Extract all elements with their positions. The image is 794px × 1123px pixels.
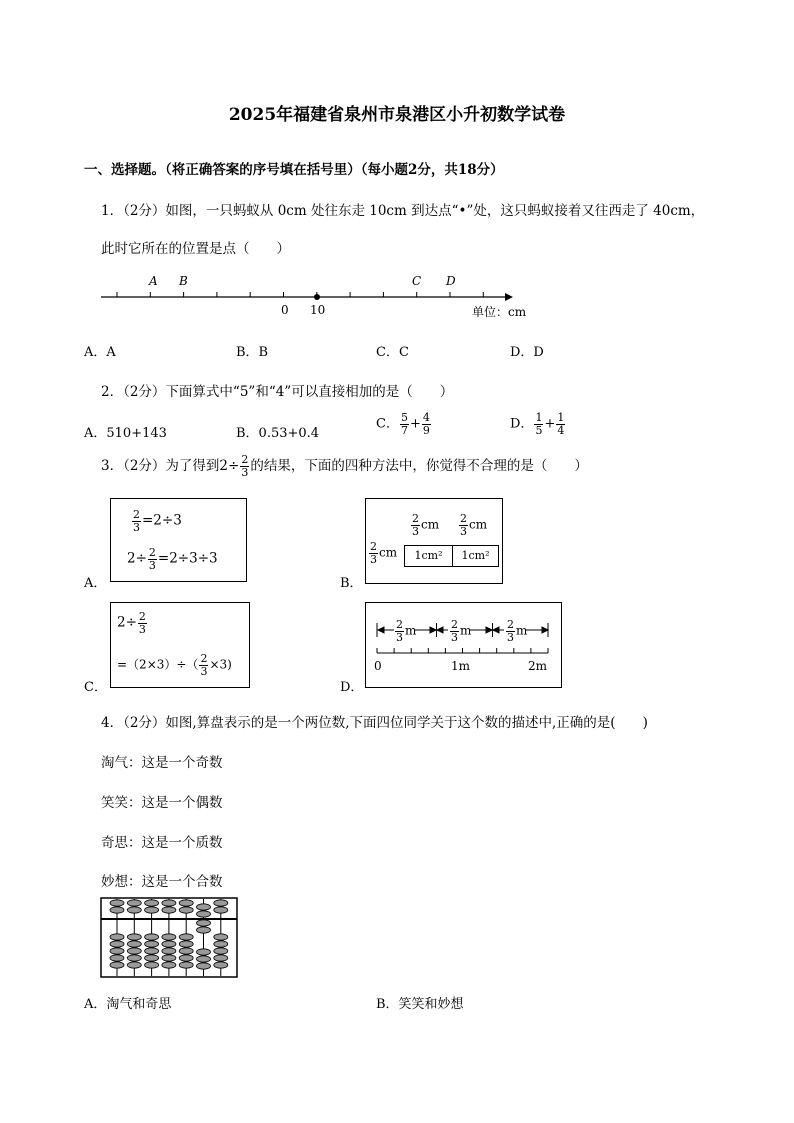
point-d-label: D	[446, 274, 456, 288]
abacus-bead	[145, 900, 159, 906]
abacus-bead	[179, 948, 193, 954]
number-line-figure	[95, 268, 545, 323]
abacus-bead	[145, 948, 159, 954]
abacus-bead	[145, 907, 159, 913]
abacus-bead	[127, 948, 141, 954]
q3-label-b: B．	[340, 576, 363, 591]
abacus-bead	[110, 900, 124, 906]
abacus-bead	[127, 907, 141, 913]
question-3-text: 3．（2分）为了得到2÷ $\frac{2}{3}$ 的结果，下面的四种方法中，你觉得不合理的是（ ）	[101, 453, 588, 479]
abacus-bead	[145, 955, 159, 961]
abacus-bead	[214, 934, 228, 940]
abacus-bead	[197, 920, 211, 926]
abacus-figure	[100, 897, 240, 979]
ant-position-dot	[314, 294, 320, 300]
abacus-bead	[197, 911, 211, 917]
question-1-text-2: 此时它所在的位置是点（ ）	[101, 241, 290, 257]
q3-label-c: C．	[84, 680, 107, 695]
section-heading: 一、选择题。（将正确答案的序号填在括号里）（每小题2分，共18分）	[84, 162, 504, 178]
q4-option-b: B．笑笑和妙想	[376, 997, 464, 1012]
q3-box-b: $\frac{2}{3}$ cm $\frac{2}{3}$ cm $\frac{2}{3}$ cm 1cm² 1cm²	[365, 498, 503, 584]
abacus-bead	[127, 962, 141, 968]
q4-option-a: A．淘气和奇思	[84, 997, 172, 1012]
abacus-bead	[145, 941, 159, 947]
abacus-bead	[162, 934, 176, 940]
point-c-label: C	[412, 274, 422, 288]
statement-qisi: 奇思：这是一个质数	[101, 835, 223, 851]
abacus-bead	[110, 907, 124, 913]
q1-option-c: C．C	[376, 345, 409, 360]
q3-label-a: A．	[84, 576, 107, 591]
abacus-bead	[110, 941, 124, 947]
abacus-bead	[110, 934, 124, 940]
statement-miaoxiang: 妙想：这是一个合数	[101, 874, 223, 890]
question-2-text: 2．（2分）下面算式中“5”和“4”可以直接相加的是（ ）	[101, 384, 454, 400]
abacus-bead	[127, 941, 141, 947]
area-cell-1: 1cm²	[404, 545, 453, 567]
q1-option-b: B．B	[236, 345, 269, 360]
abacus-bead	[145, 934, 159, 940]
abacus-bead	[214, 948, 228, 954]
abacus-bead	[179, 962, 193, 968]
zero-label: 0	[281, 303, 289, 317]
point-a-label: A	[149, 274, 158, 288]
abacus-bead	[110, 955, 124, 961]
abacus-bead	[179, 900, 193, 906]
q3-box-d: $\frac{2}{3}$ m $\frac{2}{3}$ m $\frac{2}{3}$ m 0 1m 2m	[365, 602, 562, 688]
abacus-bead	[110, 962, 124, 968]
abacus-bead	[179, 907, 193, 913]
q3-box-a: $\frac{2}{3}$ =2÷3 2÷ $\frac{2}{3}$ =2÷3÷3	[110, 498, 247, 582]
abacus-bead	[162, 948, 176, 954]
abacus-bead	[127, 934, 141, 940]
abacus-bead	[197, 963, 211, 969]
q1-option-a: A．A	[84, 345, 116, 360]
abacus-bead	[162, 962, 176, 968]
abacus-bead	[214, 962, 228, 968]
abacus-bead	[145, 962, 159, 968]
abacus-bead	[197, 927, 211, 933]
abacus-bead	[162, 907, 176, 913]
abacus-bead	[197, 949, 211, 955]
q2-option-b: B．0.53+0.4	[236, 426, 320, 441]
statement-xiaoxiao: 笑笑：这是一个偶数	[101, 795, 223, 811]
statement-taoqi: 淘气：这是一个奇数	[101, 755, 223, 771]
ten-label: 10	[310, 303, 326, 317]
abacus-bead	[110, 948, 124, 954]
q2-option-c: C． $\frac{5}{7}$ + $\frac{4}{9}$	[376, 411, 430, 437]
q1-option-d: D．D	[510, 345, 544, 360]
abacus-bead	[214, 900, 228, 906]
abacus-bead	[162, 900, 176, 906]
abacus-bead	[214, 941, 228, 947]
q3-box-c: 2÷ $\frac{2}{3}$ =（2×3）÷（ $\frac{2}{3}$ ×3)	[110, 602, 250, 688]
question-4-text: 4．（2分）如图,算盘表示的是一个两位数,下面四位同学关于这个数的描述中,正确的是( )	[101, 715, 648, 731]
q2-option-a: A．510+143	[84, 426, 167, 441]
point-b-label: B	[179, 274, 188, 288]
abacus-bead	[179, 941, 193, 947]
page-title: 2025年福建省泉州市泉港区小升初数学试卷	[228, 105, 566, 125]
abacus-bead	[214, 907, 228, 913]
abacus-bead	[197, 904, 211, 910]
unit-label: 单位：cm	[472, 305, 527, 319]
abacus-bead	[162, 941, 176, 947]
abacus-bead	[197, 956, 211, 962]
question-1-text: 1．（2分）如图，一只蚂蚁从 0cm 处往东走 10cm 到达点“•”处，这只蚂蚁接着又往西走了 40cm，	[101, 203, 705, 219]
abacus-bead	[162, 955, 176, 961]
abacus-bead	[214, 955, 228, 961]
abacus-bead	[127, 900, 141, 906]
abacus-bead	[127, 955, 141, 961]
q3-label-d: D．	[340, 680, 364, 695]
abacus-bead	[179, 934, 193, 940]
area-cell-2: 1cm²	[452, 545, 499, 567]
abacus-bead	[179, 955, 193, 961]
q2-option-d: D． $\frac{1}{5}$ + $\frac{1}{4}$	[510, 411, 565, 437]
